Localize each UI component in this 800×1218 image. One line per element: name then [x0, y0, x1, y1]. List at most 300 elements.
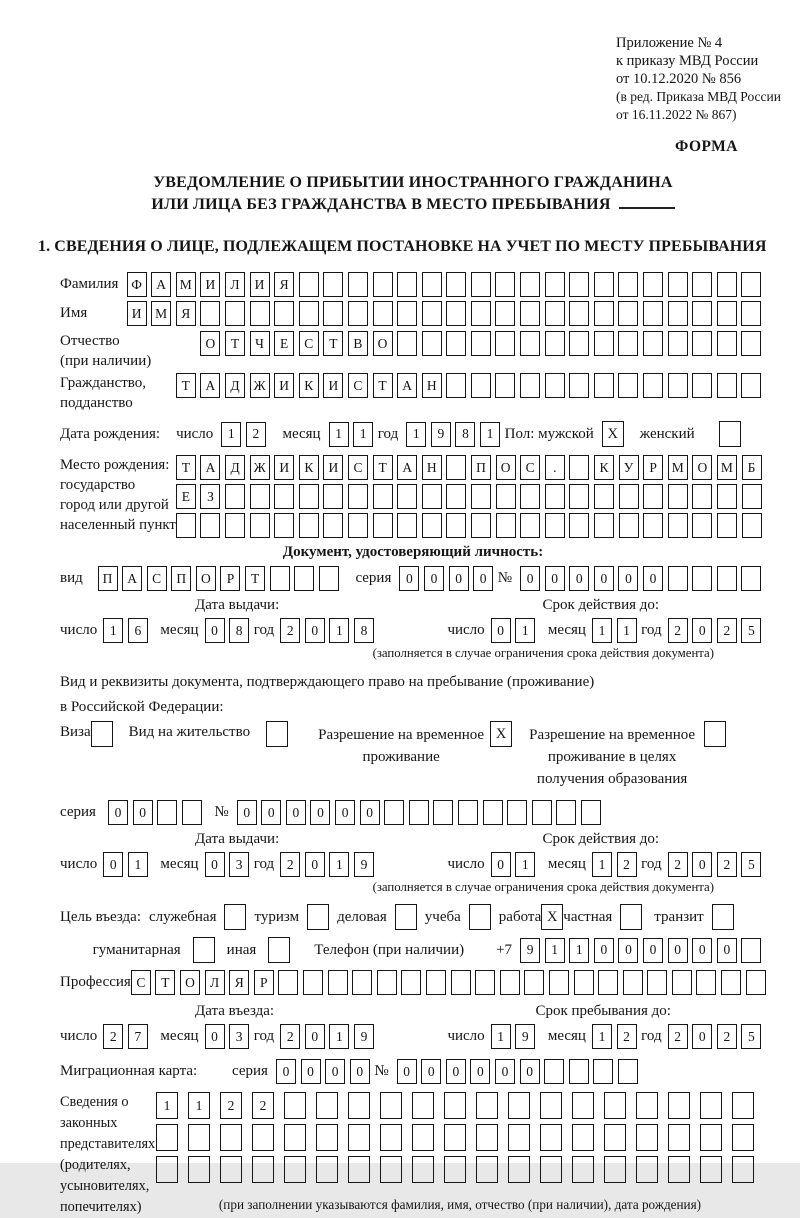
form-cell: 0 — [470, 1059, 490, 1084]
form-cell — [323, 301, 343, 326]
form-cell — [520, 272, 540, 297]
form-cell — [717, 373, 737, 398]
form-cell: 1 — [103, 618, 123, 643]
document-reference-block — [616, 34, 781, 124]
form-cell: 7 — [128, 1024, 148, 1049]
form-cell — [668, 1124, 690, 1151]
stay-until-date-row — [447, 1024, 766, 1049]
form-cell — [643, 301, 663, 326]
doc-issue-col — [60, 597, 447, 643]
form-cell — [373, 301, 393, 326]
form-cell — [692, 272, 712, 297]
form-cell: Н — [422, 373, 442, 398]
form-cell: 0 — [421, 1059, 441, 1084]
purpose-private-label: частная — [563, 908, 613, 925]
form-label: ФОРМА — [674, 138, 738, 155]
purpose-row2 — [60, 937, 766, 963]
migration-card-row — [60, 1059, 766, 1084]
form-cell — [717, 484, 737, 509]
form-cell: 0 — [643, 938, 663, 963]
form-cell — [572, 1156, 594, 1183]
form-cell: 9 — [354, 852, 374, 877]
form-cell — [717, 301, 737, 326]
form-cell: Д — [225, 455, 245, 480]
form-cell — [569, 513, 589, 538]
form-cell — [569, 301, 589, 326]
residence-issue-col — [60, 831, 447, 877]
birth-place-cells — [176, 455, 766, 538]
form-cell: 9 — [431, 422, 451, 447]
form-cell — [618, 272, 638, 297]
form-cell — [446, 272, 466, 297]
form-cell: У — [619, 455, 639, 480]
form-cell — [545, 301, 565, 326]
doc-dates-block — [60, 597, 766, 643]
form-cell — [692, 301, 712, 326]
female-label: женский — [639, 425, 695, 442]
form-cell: 2 — [246, 422, 266, 447]
form-cell — [618, 331, 638, 356]
form-cell — [270, 566, 290, 591]
form-cell — [483, 800, 503, 825]
form-cell — [598, 970, 618, 995]
form-cell — [348, 1092, 370, 1119]
birth-month-cells — [329, 422, 378, 447]
purpose-study-label: учеба — [424, 908, 461, 925]
form-cell: Р — [254, 970, 274, 995]
form-cell — [188, 1156, 210, 1183]
form-cell: А — [200, 455, 220, 480]
form-cell: М — [176, 272, 196, 297]
form-cell — [225, 484, 245, 509]
identity-doc-heading: Документ, удостоверяющий личность: — [282, 544, 544, 560]
form-cell: 0 — [643, 566, 663, 591]
form-cell — [500, 970, 520, 995]
form-cell — [182, 800, 202, 825]
residence-number-cells — [237, 800, 606, 825]
month-word: месяц — [547, 856, 586, 872]
residence-valid-col — [447, 831, 766, 877]
form-cell — [717, 513, 737, 538]
form-cell — [373, 513, 393, 538]
form-cell: О — [196, 566, 216, 591]
form-cell — [476, 1124, 498, 1151]
form-cell: 0 — [399, 566, 419, 591]
form-cell: 0 — [717, 938, 737, 963]
form-cell: Т — [225, 331, 245, 356]
form-cell — [741, 272, 761, 297]
doc-valid-col — [447, 597, 766, 643]
form-title-line2: ИЛИ ЛИЦА БЕЗ ГРАЖДАНСТВА В МЕСТО ПРЕБЫВАНИЯ — [60, 194, 766, 216]
form-cell: 2 — [103, 1024, 123, 1049]
purpose-tourism-checkbox — [307, 904, 329, 930]
form-cell: И — [274, 373, 294, 398]
form-cell — [412, 1156, 434, 1183]
representatives-label: Сведения о законных представителях (родителях, усыновителях, попечителях) — [60, 1094, 156, 1215]
form-cell — [496, 513, 516, 538]
form-cell: 8 — [354, 618, 374, 643]
form-cell: С — [520, 455, 540, 480]
residence-valid-heading: Срок действия до: — [542, 831, 660, 847]
birth-day-cells — [221, 422, 270, 447]
form-cell — [422, 331, 442, 356]
form-cell — [647, 970, 667, 995]
form-cell — [742, 484, 762, 509]
form-cell — [422, 484, 442, 509]
form-cell: С — [131, 970, 151, 995]
form-cell — [717, 331, 737, 356]
form-cell — [545, 331, 565, 356]
form-cell: 0 — [103, 852, 123, 877]
form-cell — [422, 513, 442, 538]
citizenship-row — [60, 373, 766, 413]
residence-valid-note: (заполняется в случае ограничения срока действия документа) — [372, 880, 714, 894]
form-cell: 0 — [692, 852, 712, 877]
form-cell: Т — [176, 373, 196, 398]
residence-dates-block — [60, 831, 766, 877]
purpose-other-label: иная — [226, 941, 257, 958]
year-word: год — [253, 622, 275, 638]
form-cell — [545, 484, 565, 509]
form-cell — [569, 455, 589, 480]
purpose-other-checkbox — [268, 937, 290, 963]
form-cell — [594, 484, 614, 509]
form-cell: 0 — [108, 800, 128, 825]
form-cell — [549, 970, 569, 995]
form-cell — [401, 970, 421, 995]
form-cell — [581, 800, 601, 825]
form-cell: 0 — [325, 1059, 345, 1084]
form-cell: 0 — [301, 1059, 321, 1084]
form-cell — [188, 1124, 210, 1151]
surname-label: Фамилия — [60, 276, 119, 292]
form-cell: 0 — [261, 800, 281, 825]
reference-line: от 16.11.2022 № 867) — [616, 107, 737, 122]
form-cell — [225, 301, 245, 326]
form-cell: 0 — [310, 800, 330, 825]
title-underline — [619, 207, 675, 209]
birth-date-row — [60, 421, 766, 447]
form-cell — [668, 484, 688, 509]
form-cell — [274, 513, 294, 538]
citizenship-label: Гражданство, подданство — [60, 375, 147, 411]
surname-cells — [127, 272, 766, 297]
form-cell — [746, 970, 766, 995]
entry-date-row — [60, 1024, 447, 1049]
form-cell — [668, 566, 688, 591]
form-cell — [643, 272, 663, 297]
purpose-study-checkbox — [469, 904, 491, 930]
day-word: число — [447, 622, 485, 638]
form-cell — [220, 1156, 242, 1183]
profession-cells — [131, 970, 770, 995]
form-cell: Т — [373, 373, 393, 398]
day-word: число — [60, 622, 98, 638]
form-cell — [380, 1156, 402, 1183]
form-cell — [156, 1124, 178, 1151]
patronymic-label: Отчество (при наличии) — [60, 333, 152, 369]
purpose-work-checkbox: X — [541, 904, 563, 930]
doc-valid-day — [491, 618, 540, 643]
form-cell — [668, 373, 688, 398]
day-word: число — [60, 1028, 98, 1044]
form-cell: 2 — [668, 852, 688, 877]
purpose-humanitarian-checkbox — [193, 937, 215, 963]
form-cell: О — [180, 970, 200, 995]
form-cell: 0 — [305, 1024, 325, 1049]
form-cell: М — [717, 455, 737, 480]
form-cell: 1 — [515, 618, 535, 643]
form-cell: Д — [225, 373, 245, 398]
form-cell — [471, 513, 491, 538]
form-cell — [741, 373, 761, 398]
form-cell — [572, 1124, 594, 1151]
form-cell: К — [594, 455, 614, 480]
form-cell: С — [147, 566, 167, 591]
migration-number-cells — [397, 1059, 643, 1084]
form-cell — [316, 1156, 338, 1183]
form-cell: 2 — [617, 852, 637, 877]
form-cell — [495, 301, 515, 326]
doc-number-cells — [520, 566, 766, 591]
stay-day — [491, 1024, 540, 1049]
form-cell — [348, 513, 368, 538]
form-cell — [545, 373, 565, 398]
form-cell: 0 — [491, 618, 511, 643]
form-cell: 1 — [617, 618, 637, 643]
residence-issue-heading: Дата выдачи: — [195, 831, 280, 847]
form-cell — [444, 1092, 466, 1119]
entry-date-col — [60, 1003, 447, 1049]
form-cell: О — [692, 455, 712, 480]
form-cell: 0 — [473, 566, 493, 591]
birth-date-label: Дата рождения: — [60, 425, 161, 442]
representatives-note: (при заполнении указываются фамилия, имя, отчество (при наличии), дата рождения) — [218, 1197, 702, 1212]
year-word: год — [377, 425, 399, 442]
purpose-row — [60, 904, 766, 930]
surname-row — [60, 272, 766, 297]
form-cell: 2 — [717, 1024, 737, 1049]
form-cell: 2 — [220, 1092, 242, 1119]
form-cell — [284, 1156, 306, 1183]
form-cell — [540, 1092, 562, 1119]
temp-residence-label: Разрешение на временное проживание — [318, 727, 485, 765]
form-cell: 6 — [128, 618, 148, 643]
form-cell — [471, 331, 491, 356]
form-cell — [426, 970, 446, 995]
form-cell: 9 — [515, 1024, 535, 1049]
temp-residence-checkbox: X — [490, 721, 512, 747]
form-cell — [299, 301, 319, 326]
form-cell — [540, 1156, 562, 1183]
form-cell — [556, 800, 576, 825]
form-cell — [569, 272, 589, 297]
form-cell — [323, 272, 343, 297]
day-word: число — [447, 856, 485, 872]
purpose-transit-checkbox — [712, 904, 734, 930]
form-cell — [471, 272, 491, 297]
form-cell: 1 — [545, 938, 565, 963]
visa-checkbox — [91, 721, 113, 747]
form-cell — [569, 1059, 589, 1084]
form-cell — [446, 331, 466, 356]
patronymic-row — [60, 331, 766, 371]
residence-valid-month — [592, 852, 641, 877]
entry-year — [280, 1024, 378, 1049]
representatives-row2 — [156, 1124, 764, 1151]
form-cell: 1 — [592, 618, 612, 643]
form-cell — [508, 1124, 530, 1151]
form-cell: С — [348, 455, 368, 480]
form-cell — [741, 566, 761, 591]
entry-month — [205, 1024, 254, 1049]
form-cell — [250, 484, 270, 509]
form-cell — [422, 301, 442, 326]
section1-heading: 1. СВЕДЕНИЯ О ЛИЦЕ, ПОДЛЕЖАЩЕМ ПОСТАНОВКЕ НА УЧЕТ ПО МЕСТУ ПРЕБЫВАНИЯ — [38, 238, 767, 255]
form-cell — [700, 1124, 722, 1151]
form-cell: 3 — [229, 1024, 249, 1049]
form-cell — [545, 272, 565, 297]
form-cell — [668, 1156, 690, 1183]
form-cell — [604, 1092, 626, 1119]
female-checkbox — [719, 421, 741, 447]
form-cell — [618, 373, 638, 398]
form-cell: Ж — [250, 373, 270, 398]
form-cell: И — [250, 272, 270, 297]
entry-date-heading: Дата въезда: — [195, 1003, 275, 1019]
residence-issue-month — [205, 852, 254, 877]
form-cell: 0 — [618, 938, 638, 963]
form-cell — [451, 970, 471, 995]
form-cell: . — [545, 455, 565, 480]
form-cell — [348, 301, 368, 326]
form-cell — [696, 970, 716, 995]
form-cell: З — [200, 484, 220, 509]
form-cell — [540, 1124, 562, 1151]
form-cell — [444, 1156, 466, 1183]
form-cell — [604, 1124, 626, 1151]
form-cell — [284, 1092, 306, 1119]
profession-label: Профессия — [60, 974, 131, 990]
form-cell — [176, 513, 196, 538]
form-cell: 1 — [491, 1024, 511, 1049]
stay-year — [668, 1024, 766, 1049]
form-cell — [668, 331, 688, 356]
form-cell: И — [323, 455, 343, 480]
doc-number-label: № — [497, 570, 513, 586]
form-cell — [692, 484, 712, 509]
form-cell — [250, 513, 270, 538]
form-cell: А — [397, 373, 417, 398]
form-cell — [508, 1092, 530, 1119]
form-cell: Я — [229, 970, 249, 995]
form-cell — [569, 484, 589, 509]
form-cell — [594, 513, 614, 538]
form-cell — [619, 484, 639, 509]
form-cell: 0 — [692, 618, 712, 643]
doc-valid-heading: Срок действия до: — [542, 597, 660, 613]
form-cell: 1 — [221, 422, 241, 447]
form-cell — [446, 484, 466, 509]
birth-place-row1 — [176, 455, 766, 480]
form-cell: 1 — [569, 938, 589, 963]
form-cell: Ф — [127, 272, 147, 297]
year-word: год — [253, 1028, 275, 1044]
identity-doc-row — [60, 566, 766, 591]
form-cell — [458, 800, 478, 825]
form-cell — [520, 331, 540, 356]
migration-series-label: серия — [232, 1063, 268, 1079]
stay-month — [592, 1024, 641, 1049]
form-cell: 5 — [741, 618, 761, 643]
form-cell — [299, 272, 319, 297]
residence-valid-date-row — [447, 852, 766, 877]
firstname-label: Имя — [60, 305, 88, 321]
form-cell: 1 — [406, 422, 426, 447]
birth-year-cells — [406, 422, 504, 447]
form-cell: 0 — [594, 566, 614, 591]
residence-series-label: серия — [60, 804, 96, 820]
residence-number-label: № — [214, 804, 229, 820]
form-cell — [316, 1092, 338, 1119]
form-cell: 0 — [305, 618, 325, 643]
form-cell — [668, 301, 688, 326]
form-cell — [352, 970, 372, 995]
form-cell: Л — [205, 970, 225, 995]
form-cell — [717, 566, 737, 591]
form-title — [60, 172, 766, 216]
form-cell: 0 — [692, 938, 712, 963]
residence-issue-day — [103, 852, 152, 877]
form-cell: О — [373, 331, 393, 356]
form-cell — [200, 301, 220, 326]
month-word: месяц — [160, 622, 199, 638]
purpose-business-checkbox — [395, 904, 417, 930]
residence-valid-day — [491, 852, 540, 877]
form-cell — [299, 513, 319, 538]
form-cell: П — [171, 566, 191, 591]
form-cell — [604, 1156, 626, 1183]
form-cell: И — [274, 455, 294, 480]
form-cell — [495, 272, 515, 297]
form-cell: 2 — [280, 618, 300, 643]
form-cell — [520, 301, 540, 326]
form-cell: 1 — [188, 1092, 210, 1119]
form-cell — [569, 373, 589, 398]
temp-residence-education-checkbox — [704, 721, 726, 747]
purpose-label: Цель въезда: — [60, 908, 141, 925]
form-cell — [384, 800, 404, 825]
form-cell — [643, 513, 663, 538]
form-cell — [594, 272, 614, 297]
form-cell — [572, 1092, 594, 1119]
reference-line: к приказу МВД России — [616, 53, 759, 69]
form-cell: 1 — [329, 1024, 349, 1049]
form-cell: О — [200, 331, 220, 356]
birth-place-label: Место рождения: государство город или другой населенный пункт — [60, 457, 176, 533]
form-cell — [594, 373, 614, 398]
residence-issue-date-row — [60, 852, 447, 877]
form-cell — [668, 513, 688, 538]
form-cell — [409, 800, 429, 825]
form-cell: 9 — [354, 1024, 374, 1049]
form-cell — [508, 1156, 530, 1183]
year-word: год — [641, 622, 662, 638]
form-cell — [274, 484, 294, 509]
form-cell — [544, 1059, 564, 1084]
form-cell — [524, 970, 544, 995]
form-cell: 0 — [350, 1059, 370, 1084]
